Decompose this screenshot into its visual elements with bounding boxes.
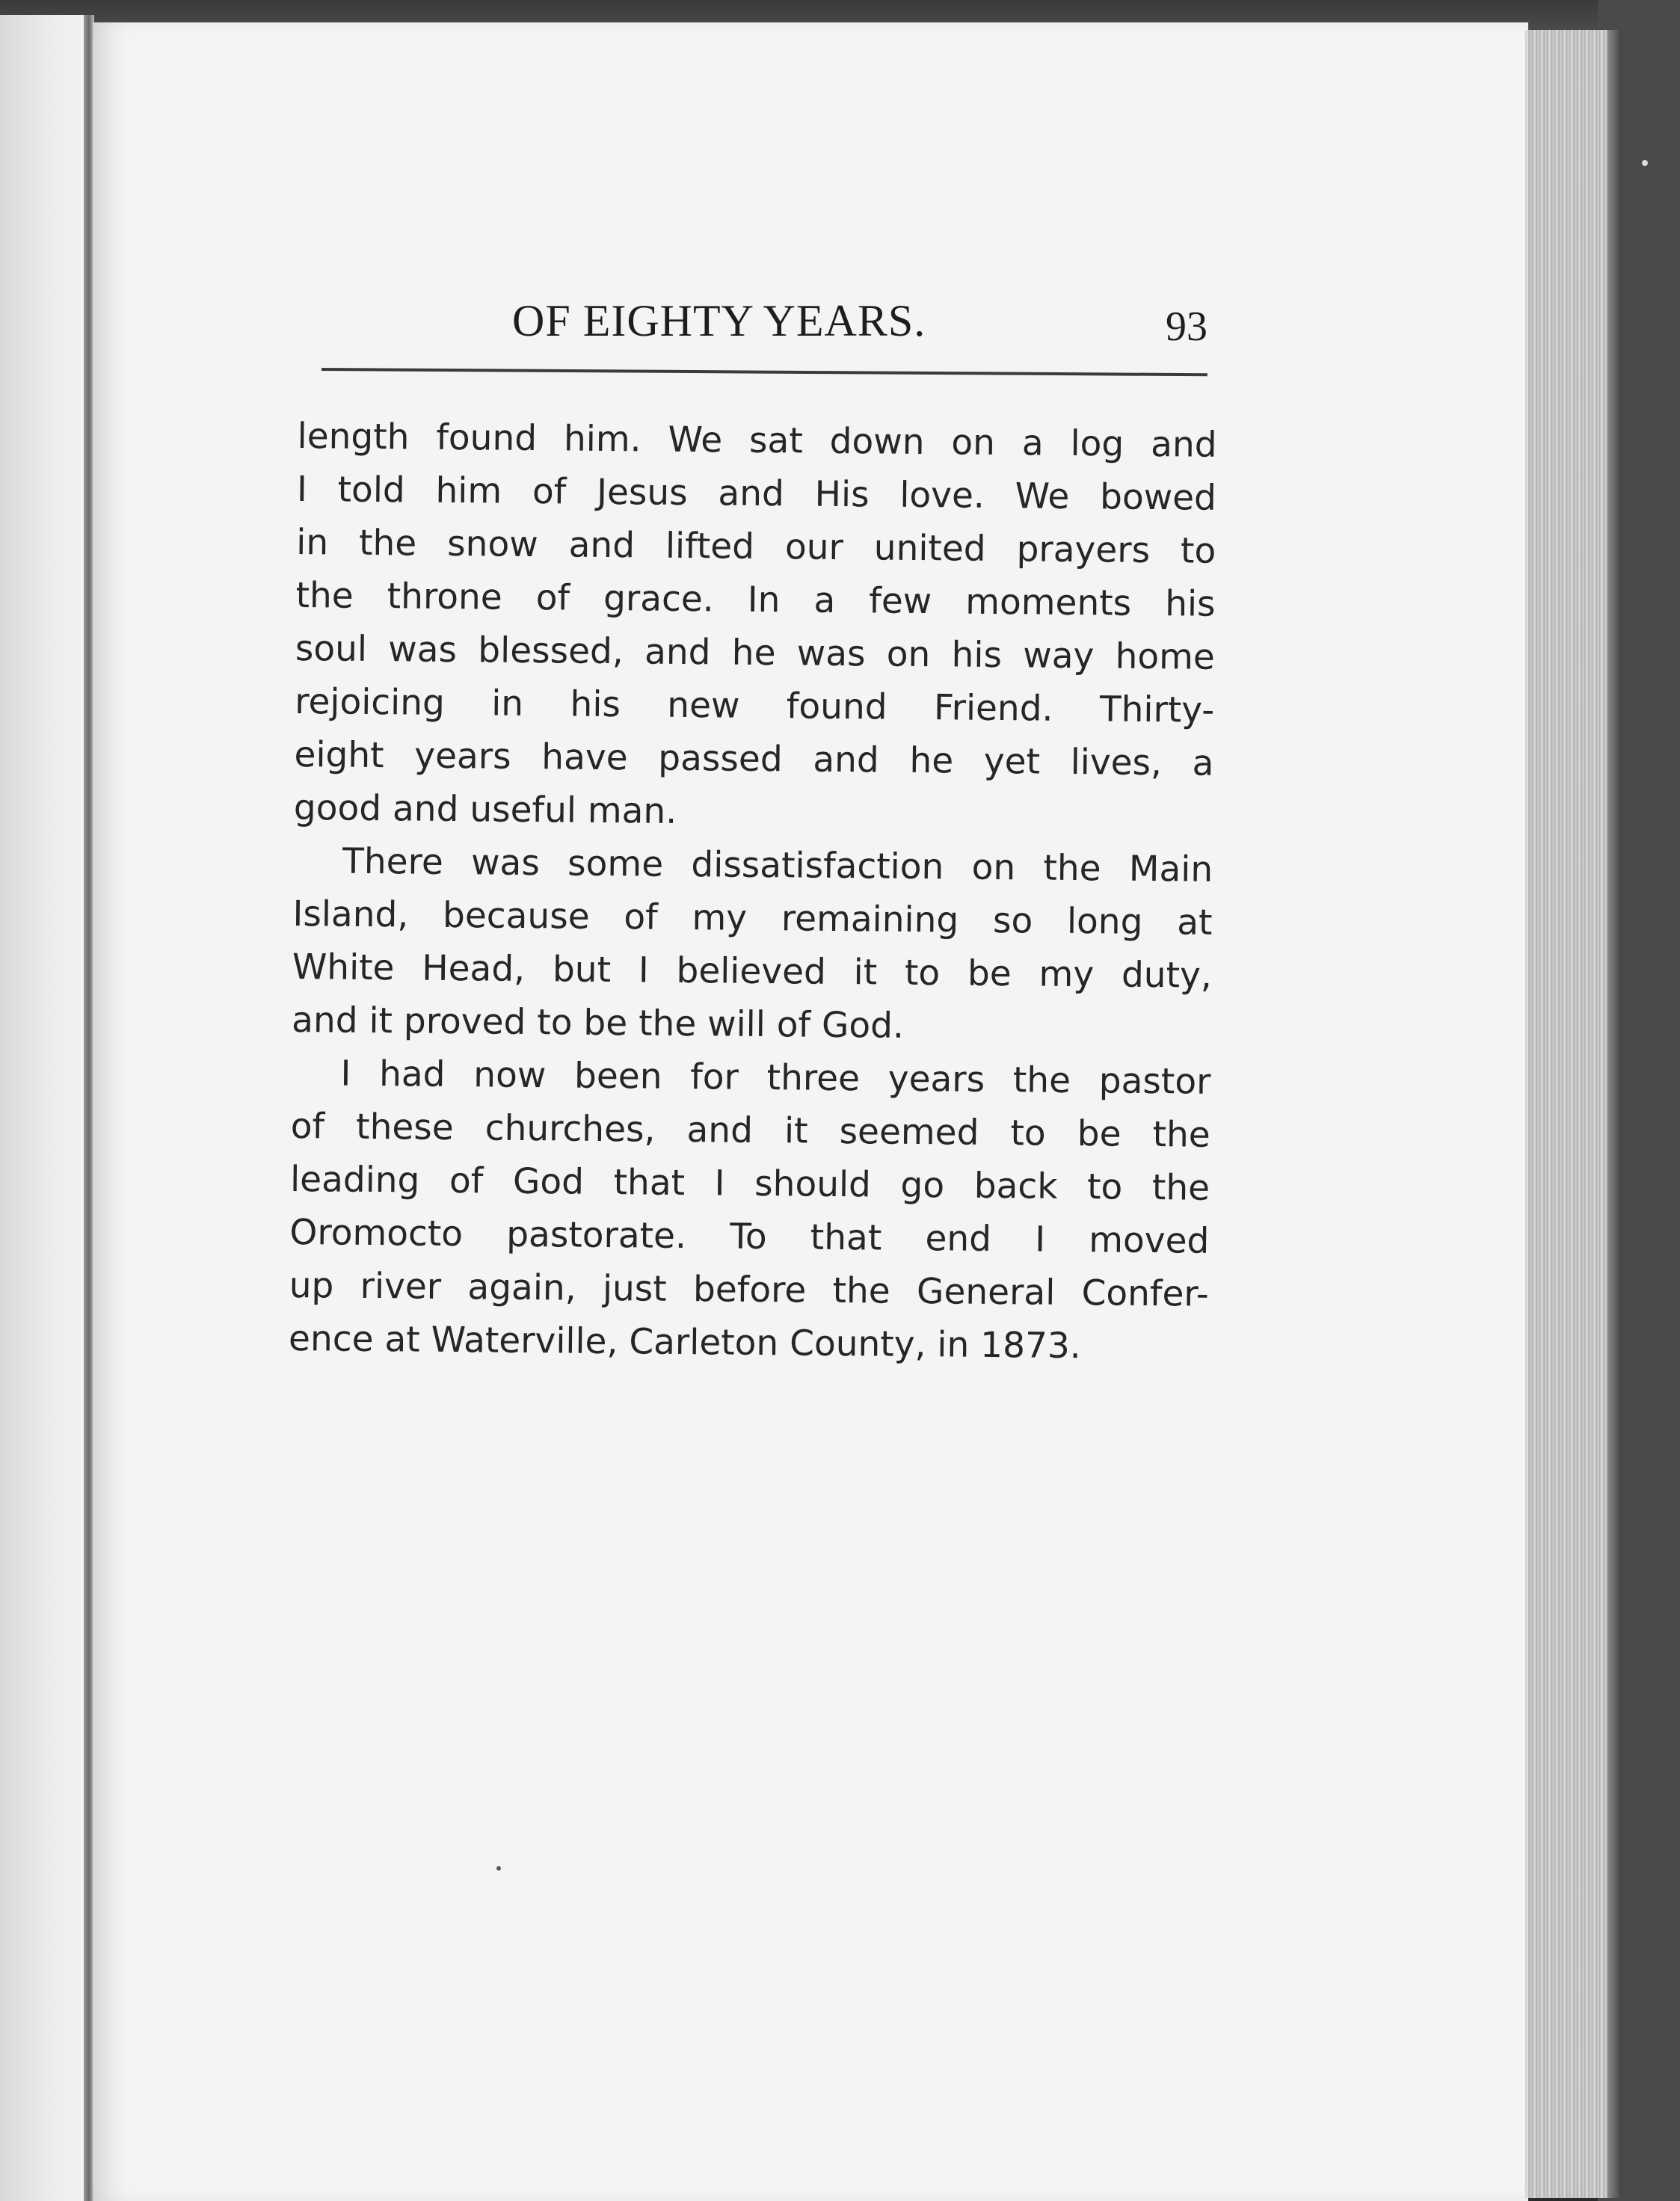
- running-head: [321, 295, 1207, 378]
- text-line: up river again, just before the General Confer-: [289, 1264, 1209, 1315]
- text-line: eight years have passed and he yet lives, a: [294, 733, 1214, 784]
- facing-page-edge: [0, 15, 88, 2201]
- text-line: in the snow and lifted our united prayers to: [296, 521, 1216, 572]
- text-line: the throne of grace. In a few moments his: [295, 574, 1216, 625]
- text-line: of these churches, and it seemed to be the: [290, 1105, 1211, 1156]
- text-line: White Head, but I believed it to be my duty,: [292, 946, 1213, 997]
- text-line: Island, because of my remaining so long at: [292, 893, 1213, 943]
- text-line: rejoicing in his new found Friend. Thirty-: [294, 680, 1215, 731]
- text-line: soul was blessed, and he was on his way home: [295, 627, 1216, 678]
- body-text: [289, 410, 1217, 1374]
- text-line: and it proved to be the will of God.: [291, 999, 905, 1047]
- page-number: 93: [1166, 304, 1207, 350]
- paragraph-start-line: I had now been for three years the pastor: [340, 1053, 1211, 1103]
- text-line: good and useful man.: [293, 786, 677, 832]
- text-line: ence at Waterville, Carleton County, in 1873.: [288, 1317, 1082, 1367]
- page-edge-stack: [1525, 30, 1609, 2198]
- page-edge-shadow: [1607, 30, 1622, 2198]
- text-line: Oromocto pastorate. To that end I moved: [289, 1211, 1210, 1262]
- dust-speck: [496, 1866, 501, 1871]
- text-line: length found him. We sat down on a log and: [297, 415, 1217, 466]
- text-line: I told him of Jesus and His love. We bowed: [296, 468, 1217, 519]
- dust-speck: [1642, 160, 1648, 166]
- paragraph-start-line: There was some dissatisfaction on the Main: [342, 840, 1213, 890]
- running-title: OF EIGHTY YEARS.: [512, 296, 926, 345]
- text-line: leading of God that I should go back to the: [289, 1158, 1210, 1209]
